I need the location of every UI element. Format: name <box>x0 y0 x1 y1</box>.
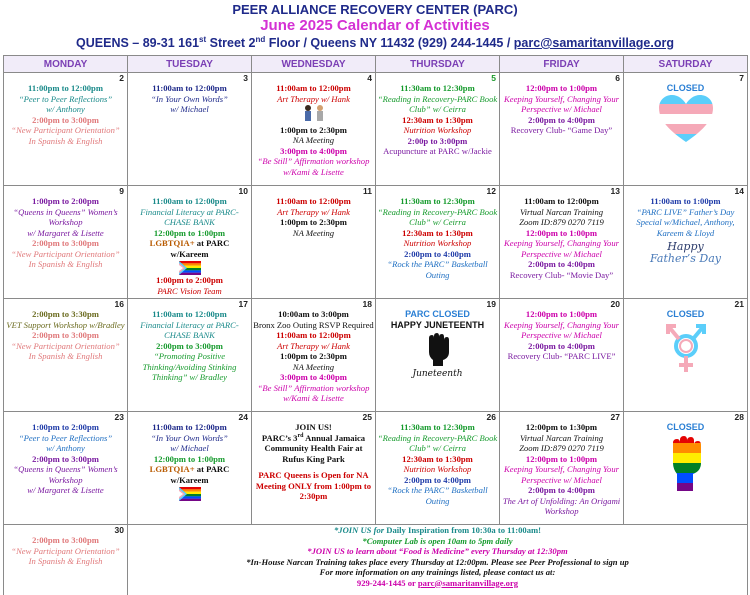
event-time: 12:30am to 1:30pm <box>402 227 473 238</box>
event-time: 11:00am to 12:00pm <box>524 196 599 206</box>
address-part: QUEENS – 89-31 161 <box>76 36 200 50</box>
event-time: 2:00p to 3:00pm <box>407 135 468 146</box>
event-time: 3:00pm to 4:00pm <box>280 145 347 156</box>
announcements-cell <box>128 525 748 595</box>
footer-email-link[interactable]: parc@samaritanvillage.org <box>417 577 519 588</box>
event-title: “New Participant Orientation” <box>11 545 120 556</box>
event-title: “New Participant Orientation” <box>11 125 120 135</box>
event-title: Financial Literacy at PARC- CHASE BANK <box>140 319 239 340</box>
event-title: “Be Still” Affirmation workshop w/Kami & Lisette <box>257 156 370 177</box>
date-number: 2 <box>119 73 124 83</box>
date-number: 9 <box>119 186 124 196</box>
event-title: “Be Still” Affirmation workshop w/Kami & Lisette <box>257 382 370 403</box>
event-title: “Rock the PARC” Basketball Outing <box>387 485 488 506</box>
announcement-computer-lab: *Computer Lab is open 10am to 5pm daily <box>362 535 513 546</box>
event-title: Nutrition Workshop <box>403 238 472 248</box>
event-time: 1:00pm to 2:00pm <box>32 196 99 206</box>
event-title: Keeping Yourself, Changing Your Perspective w/ Michael <box>504 319 619 340</box>
event-time: 11:00am to 12:00pm <box>276 330 351 340</box>
date-number: 7 <box>739 73 744 83</box>
day-cell-14 <box>624 186 748 299</box>
transgender-symbol-icon <box>664 320 708 376</box>
lgbtqia-label: LGBTQIA+ <box>149 238 195 248</box>
event-title: NA Meeting <box>292 135 335 145</box>
address-part: Street 2 <box>206 36 256 50</box>
event-headline: JOIN US! <box>295 422 332 432</box>
calendar-grid <box>3 55 748 595</box>
event-title: “New Participant Orientation” <box>11 340 120 351</box>
event-title: “New Participant Orientation” <box>11 248 120 259</box>
event-time: 11:30am to 12:30pm <box>400 422 475 432</box>
day-cell-25 <box>252 412 376 525</box>
announcement-contact-info: For more information on any trainings listed, please contact us at: <box>319 567 556 577</box>
event-time: 2:00pm to 4:00pm <box>528 340 595 351</box>
day-cell-4 <box>252 73 376 186</box>
announcement-narcan-training: *In-House Narcan Training takes place every Thursday at 12:00pm. Please see Peer Professional to sign up <box>246 556 629 567</box>
event-host: w/ Michael <box>170 443 209 453</box>
day-cell-3 <box>128 73 252 186</box>
announcement-food-is-medicine: *JOIN US to learn about “Food is Medicine” every Thursday at 12:30pm <box>307 546 568 556</box>
date-number: 24 <box>238 412 248 422</box>
event-title: Nutrition Workshop <box>403 125 472 135</box>
pride-fist-icon <box>663 433 709 493</box>
event-time: 12:00pm to 1:00pm <box>525 227 598 238</box>
event-title: Recovery Club- “Game Day” <box>510 125 613 135</box>
ordinal-suffix: rd <box>297 432 304 439</box>
event-title: “Queens in Queens” Women’s Workshop <box>13 464 118 485</box>
event-note: In Spanish & English <box>28 259 103 269</box>
date-number: 4 <box>367 73 372 83</box>
event-title: “Peer to Peer Reflections” <box>18 93 113 104</box>
day-cell-5 <box>376 73 500 186</box>
event-title: Art Therapy w/ Hank <box>277 93 350 104</box>
closed-label: CLOSED <box>666 309 705 319</box>
event-time: 11:00am to 12:00pm <box>152 83 227 93</box>
pride-flag-icon <box>179 261 201 275</box>
date-number: 30 <box>114 525 124 535</box>
day-cell-2 <box>4 73 128 186</box>
event-title: The Art of Unfolding: An Origami Workshop <box>502 495 621 516</box>
contact-line <box>129 578 746 589</box>
event-title: “Peer to Peer Reflections” <box>18 432 113 443</box>
day-cell-13 <box>500 186 624 299</box>
holiday-title: HAPPY JUNETEENTH <box>390 319 485 330</box>
event-time: 2:00pm to 3:00pm <box>32 453 99 464</box>
announcement-daily-inspiration <box>129 525 746 536</box>
date-number: 3 <box>243 73 248 83</box>
juneteenth-script: Juneteenth <box>412 368 463 379</box>
art-therapy-icon <box>301 104 327 122</box>
event-title: NA Meeting <box>292 227 335 238</box>
event-title: VET Support Workshop w/Bradley <box>6 319 125 330</box>
fathers-day-text: Father’s Day <box>650 252 721 265</box>
event-title: Acupuncture at PARC w/Jackie <box>383 146 492 156</box>
event-time: 2:00pm to 4:00pm <box>404 474 471 485</box>
date-number: 14 <box>734 186 744 196</box>
day-cell-19 <box>376 299 500 412</box>
event-time: 1:00pm to 2:30pm <box>280 217 347 227</box>
lgbtqia-label: LGBTQIA+ <box>149 464 195 474</box>
day-header-saturday: SATURDAY <box>624 56 748 73</box>
event-title: “Reading in Recovery-PARC Book Club” w/ Ceirra <box>377 432 498 453</box>
pride-flag-icon <box>179 487 201 501</box>
event-time: 2:00pm to 3:00pm <box>32 114 99 125</box>
event-time: 11:30am to 12:30pm <box>400 196 475 206</box>
event-title: Nutrition Workshop <box>403 464 472 474</box>
day-cell-17 <box>128 299 252 412</box>
day-header-thursday: THURSDAY <box>376 56 500 73</box>
event-title: “In Your Own Words” <box>151 93 228 104</box>
event-title <box>129 464 250 475</box>
closed-label: CLOSED <box>666 422 705 432</box>
event-time: 11:00pm to 12:00pm <box>28 83 103 93</box>
calendar-header <box>0 0 750 52</box>
week-row <box>4 525 748 595</box>
event-title: “Rock the PARC” Basketball Outing <box>387 259 488 280</box>
week-row <box>4 299 748 412</box>
event-title-part: Annual Jamaica Community Health Fair at Rufus King Park <box>264 432 366 464</box>
event-time: 11:00am to 1:00pm <box>650 196 721 206</box>
event-title: “PARC LIVE” Father’s Day Special w/Michael, Anthony, Kareem & Lloyd <box>636 206 735 238</box>
closed-label: CLOSED <box>666 83 705 93</box>
header-email-link[interactable]: parc@samaritanvillage.org <box>513 36 674 50</box>
day-header-tuesday: TUESDAY <box>128 56 252 73</box>
raised-fist-icon <box>423 332 453 366</box>
zoom-id: Zoom ID:879 0270 7119 <box>519 443 604 453</box>
day-cell-24 <box>128 412 252 525</box>
ordinal-suffix: st <box>199 34 207 44</box>
event-time: 2:00pm to 4:00pm <box>528 485 595 495</box>
day-cell-27 <box>500 412 624 525</box>
week-row <box>4 186 748 299</box>
event-time: 11:00am to 12:00pm <box>152 309 227 319</box>
trans-flag-heart-icon <box>657 94 715 144</box>
day-cell-9 <box>4 186 128 299</box>
contact-separator: or <box>405 577 418 588</box>
day-cell-16 <box>4 299 128 412</box>
day-cell-11 <box>252 186 376 299</box>
event-time: 10:00am to 3:00pm <box>278 309 349 319</box>
footer-phone[interactable]: 929-244-1445 <box>356 577 406 588</box>
event-host: w/ Michael <box>170 104 209 114</box>
day-cell-7 <box>624 73 748 186</box>
event-time: 2:00pm to 3:00pm <box>156 340 223 351</box>
event-title: “Queens in Queens” Women’s Workshop <box>13 206 118 227</box>
event-time: 2:00pm to 3:00pm <box>32 535 99 545</box>
event-title-part: at PARC <box>194 238 230 248</box>
event-time: 12:30am to 1:30pm <box>402 114 473 125</box>
week-row <box>4 73 748 186</box>
event-time: 2:00pm to 4:00pm <box>404 248 471 259</box>
event-title: Bronx Zoo Outing RSVP Required <box>253 319 374 330</box>
announcement-part: Daily Inspiration from 10:30a to 11:00am! <box>386 525 542 535</box>
event-title: Recovery Club- “PARC LIVE” <box>507 351 616 361</box>
day-header-monday: MONDAY <box>4 56 128 73</box>
day-header-friday: FRIDAY <box>500 56 624 73</box>
event-time: 12:00pm to 1:00pm <box>153 227 226 238</box>
event-title-part: at PARC <box>194 464 230 474</box>
day-cell-28 <box>624 412 748 525</box>
day-cell-6 <box>500 73 624 186</box>
event-time: 12:00pm to 1:00pm <box>525 309 598 319</box>
day-cell-21 <box>624 299 748 412</box>
date-number: 5 <box>491 73 496 83</box>
event-title <box>129 238 250 249</box>
event-title: NA Meeting <box>292 361 335 372</box>
zoom-id: Zoom ID:879 0270 7119 <box>519 217 604 227</box>
event-time: 11:00am to 12:00pm <box>152 422 227 432</box>
event-host: w/ Margaret & Lisette <box>27 227 104 238</box>
event-title: “In Your Own Words” <box>151 432 228 443</box>
happy-text: Happy <box>667 240 704 253</box>
event-host: w/ Anthony <box>46 104 85 114</box>
event-host: w/ Margaret & Lisette <box>27 485 104 495</box>
event-title <box>253 433 374 465</box>
event-time: 12:00pm to 1:30pm <box>525 422 598 432</box>
event-title: Financial Literacy at PARC- CHASE BANK <box>140 206 239 227</box>
event-note: In Spanish & English <box>28 135 103 146</box>
event-title: Recovery Club- “Movie Day” <box>509 269 614 280</box>
day-cell-12 <box>376 186 500 299</box>
day-cell-30 <box>4 525 128 595</box>
date-number: 16 <box>114 299 124 309</box>
week-row <box>4 412 748 525</box>
event-note: In Spanish & English <box>28 351 103 361</box>
event-title: Keeping Yourself, Changing Your Perspective w/ Michael <box>504 93 619 114</box>
event-time: 1:00pm to 2:30pm <box>280 351 347 361</box>
date-number: 10 <box>238 186 248 196</box>
event-title: Art Therapy w/ Hank <box>277 340 350 351</box>
event-time: 11:00am to 12:00pm <box>152 196 227 206</box>
event-time: 2:00pm to 3:30pm <box>32 309 99 319</box>
event-title: Virtual Narcan Training <box>519 206 604 217</box>
date-number: 19 <box>486 299 496 309</box>
day-header-row <box>4 56 748 73</box>
event-title: Keeping Yourself, Changing Your Perspective w/ Michael <box>504 238 619 259</box>
event-time: 12:30am to 1:30pm <box>402 453 473 464</box>
date-number: 17 <box>238 299 248 309</box>
event-time: 3:00pm to 4:00pm <box>280 372 347 382</box>
org-name: PEER ALLIANCE RECOVERY CENTER (PARC) <box>232 2 518 17</box>
date-number: 27 <box>610 412 620 422</box>
event-time: 12:00pm to 1:00pm <box>525 83 598 93</box>
date-number: 13 <box>610 186 620 196</box>
calendar-title: June 2025 Calendar of Activities <box>260 17 490 34</box>
day-cell-20 <box>500 299 624 412</box>
day-cell-23 <box>4 412 128 525</box>
event-title: PARC Vision Team <box>157 285 222 296</box>
event-time: 1:00pm to 2:00pm <box>32 422 99 432</box>
day-cell-18 <box>252 299 376 412</box>
date-number: 23 <box>114 412 124 422</box>
address-line <box>0 34 750 52</box>
date-number: 20 <box>610 299 620 309</box>
event-time: 2:00pm to 4:00pm <box>528 259 595 269</box>
announcement-part: *JOIN US for <box>333 525 387 535</box>
ordinal-suffix: nd <box>255 34 266 44</box>
event-title: Keeping Yourself, Changing Your Perspective w/ Michael <box>504 464 619 485</box>
date-number: 25 <box>362 412 372 422</box>
event-title: “Reading in Recovery-PARC Book Club” w/ Ceirra <box>377 93 498 114</box>
event-time: 12:00pm to 1:00pm <box>153 453 226 464</box>
event-time: 1:00pm to 2:00pm <box>156 275 223 285</box>
event-time: 11:00am to 12:00pm <box>276 196 351 206</box>
event-time: 1:00pm to 2:30pm <box>280 124 347 135</box>
date-number: 12 <box>486 186 496 196</box>
day-cell-10 <box>128 186 252 299</box>
date-number: 18 <box>362 299 372 309</box>
event-time: 11:00am to 12:00pm <box>276 83 351 93</box>
date-number: 28 <box>734 412 744 422</box>
event-title-part: PARC’s 3 <box>261 432 298 443</box>
date-number: 21 <box>734 299 744 309</box>
event-time: 2:00pm to 4:00pm <box>528 114 595 125</box>
date-number: 11 <box>363 186 372 196</box>
fathers-day-graphic <box>625 241 746 265</box>
event-title: “Reading in Recovery-PARC Book Club” w/ Ceirra <box>377 206 498 227</box>
date-number: 26 <box>486 412 496 422</box>
event-note: PARC Queens is Open for NA Meeting ONLY from 1:00pm to 2:30pm <box>255 470 372 501</box>
event-title: Virtual Narcan Training <box>519 432 604 443</box>
day-cell-26 <box>376 412 500 525</box>
day-header-wednesday: WEDNESDAY <box>252 56 376 73</box>
event-host: w/Kareem <box>170 474 209 485</box>
event-time: 12:00pm to 1:00pm <box>525 453 598 464</box>
event-title: “Promoting Positive Thinking/Avoiding Stinking Thinking” w/ Bradley <box>142 351 237 382</box>
event-note: In Spanish & English <box>28 556 103 566</box>
closed-label: PARC CLOSED <box>405 309 470 319</box>
date-number: 6 <box>615 73 620 83</box>
event-time: 11:30am to 12:30pm <box>400 83 475 93</box>
event-title: Art Therapy w/ Hank <box>277 206 350 217</box>
event-host: w/Kareem <box>170 248 209 259</box>
event-host: w/ Anthony <box>46 443 85 453</box>
event-time: 2:00pm to 3:00pm <box>32 238 99 248</box>
address-part: Floor / Queens NY 11432 (929) 244-1445 / <box>265 36 514 50</box>
event-time: 2:00pm to 3:00pm <box>32 330 99 340</box>
